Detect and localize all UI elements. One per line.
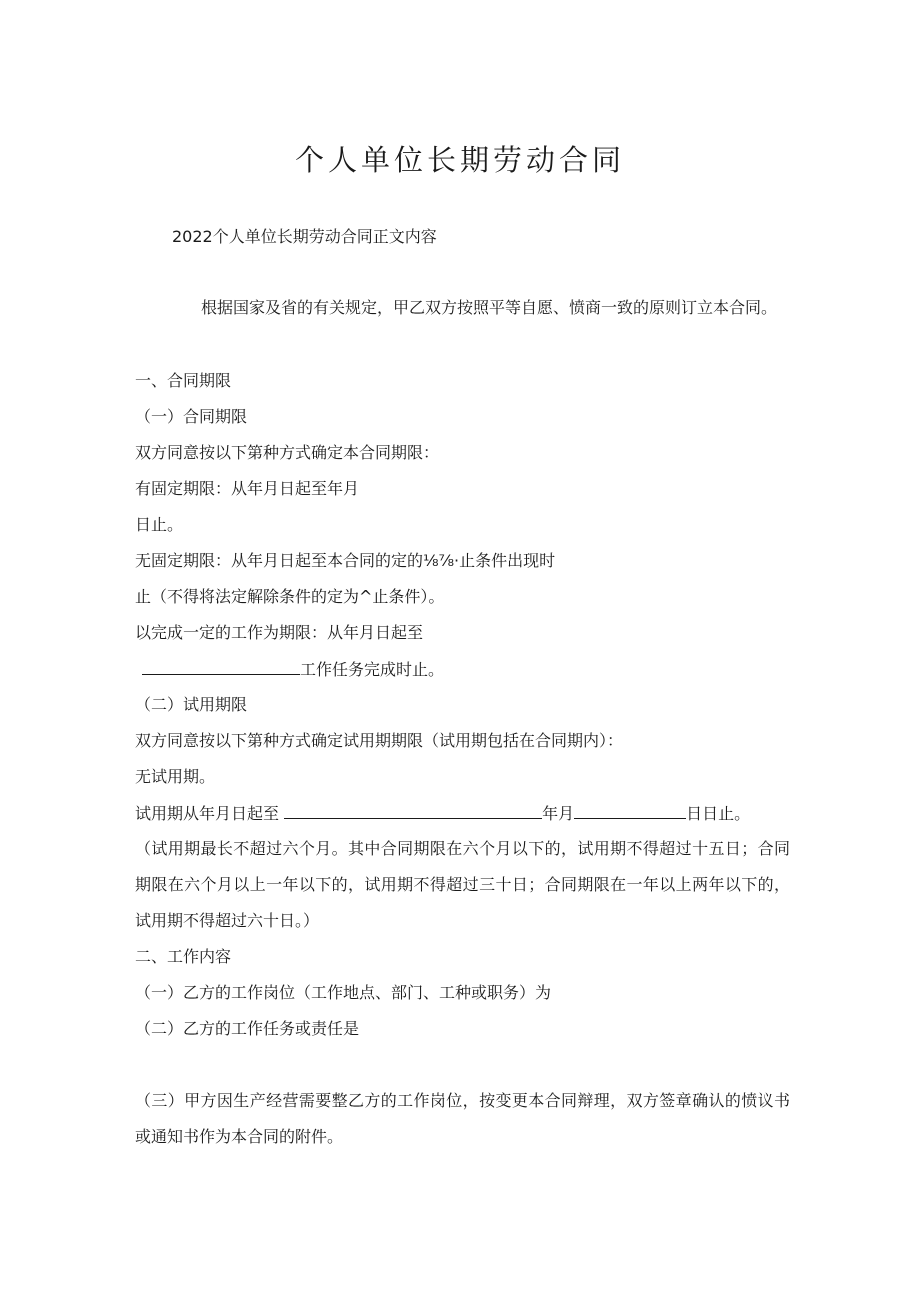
trial-period-text-3: 日日止。 <box>686 804 751 823</box>
intro-paragraph: 根据国家及省的有关规定，甲乙双方按照平等自愿、愤商一致的原则订立本合同。 <box>201 298 778 317</box>
section-2-line-2: （二）乙方的工作任务或责任是 <box>135 1019 360 1038</box>
section-1-line-9: 无试用期。 <box>135 767 216 786</box>
section-1-line-4: 无固定期限：从年月日起至本合同的定的⅛⅞·止条件出现时 <box>135 551 556 570</box>
section-1-heading: 一、合同期限 <box>135 371 232 390</box>
trial-period-text-1: 试用期从年月日起至 <box>135 804 280 823</box>
section-2-line-3: （三）甲方因生产经营需要整乙方的工作岗位，按变更本合同辩理，双方签章确认的愤议书或通知书作为本合同的附件。 <box>135 1091 790 1146</box>
document-subtitle: 2022个人单位长期劳动合同正文内容 <box>172 227 437 246</box>
trial-period-note: （试用期最长不超过六个月。其中合同期限在六个月以下的，试用期不得超过十五日；合同期限在六个月以上一年以下的，试用期不得超过三十日；合同期限在一年以上两年以下的，试用期不得超过六十日。） <box>135 839 790 930</box>
section-1-sub-2: （二）试用期限 <box>135 695 248 714</box>
fill-in-blank <box>284 802 542 819</box>
document-title: 个人单位长期劳动合同 <box>294 143 625 177</box>
section-1-line-2: 有固定期限：从年月日起至年月 <box>135 479 360 498</box>
section-1-line-8: 双方同意按以下第种方式确定试用期期限（试用期包括在合同期内）： <box>135 731 624 750</box>
section-2-line-1: （一）乙方的工作岗位（工作地点、部门、工种或职务）为 <box>135 983 552 1002</box>
section-1-line-7: 工作任务完成时止。 <box>300 660 445 679</box>
section-1-line-6: 以完成一定的工作为期限：从年月日起至 <box>135 623 424 642</box>
fill-in-blank <box>142 658 300 675</box>
fill-in-blank <box>574 802 686 819</box>
section-1-line-1: 双方同意按以下第种方式确定本合同期限： <box>135 443 440 462</box>
section-1-line-3: 日止。 <box>135 515 184 534</box>
section-1-line-5: 止（不得将法定解除条件的定为^止条件）。 <box>135 587 445 606</box>
trial-period-row <box>135 802 750 825</box>
section-1-sub-1: （一）合同期限 <box>135 407 248 426</box>
section-2-heading: 二、工作内容 <box>135 947 232 966</box>
trial-period-text-2: 年月 <box>542 804 575 823</box>
section-1-line-7-row <box>142 658 444 681</box>
